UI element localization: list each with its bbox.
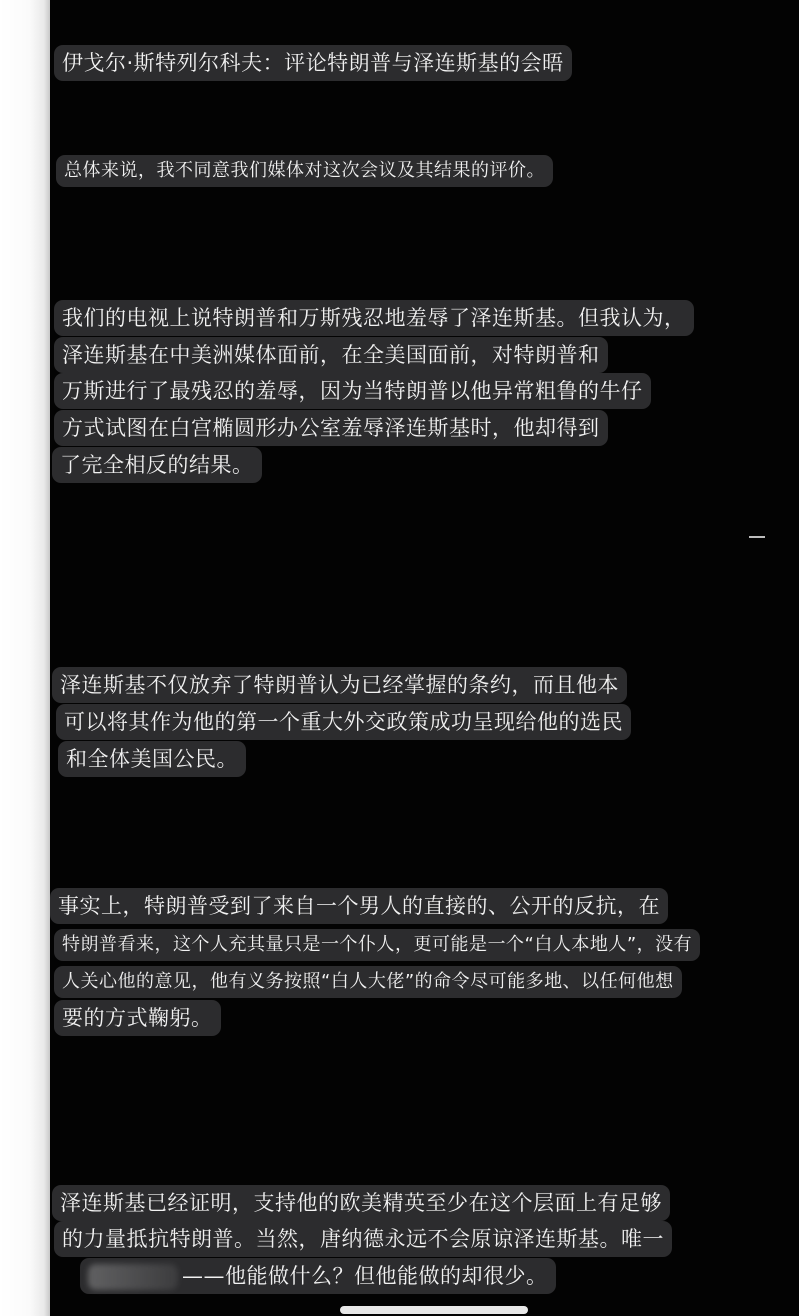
paragraph-5-line-2: 的力量抵抗特朗普。当然，唐纳德永远不会原谅泽连斯基。唯一 [54,1221,672,1257]
article-title: 伊戈尔·斯特列尔科夫：评论特朗普与泽连斯基的会晤 [54,45,572,81]
paragraph-4-line-3: 人关心他的意见，他有义务按照“白人大佬”的命令尽可能多地、以任何他想 [54,966,682,998]
paragraph-1: 总体来说，我不同意我们媒体对这次会议及其结果的评价。 [56,155,553,187]
paragraph-5-line-3 [80,1258,556,1294]
dash-mark [749,536,765,538]
paragraph-2-line-5: 了完全相反的结果。 [52,447,262,483]
dark-screen [50,0,799,1316]
paragraph-4-line-1: 事实上，特朗普受到了来自一个男人的直接的、公开的反抗，在 [50,888,668,924]
left-edge-strip [0,0,50,1316]
blurred-text [88,1264,178,1290]
paragraph-2-line-4: 方式试图在白宫椭圆形办公室羞辱泽连斯基时，他却得到 [54,410,608,446]
paragraph-2-line-2: 泽连斯基在中美洲媒体面前，在全美国面前，对特朗普和 [54,337,608,373]
paragraph-4-line-2: 特朗普看来，这个人充其量只是一个仆人，更可能是一个“白人本地人”，没有 [54,929,700,961]
paragraph-2-line-3: 万斯进行了最残忍的羞辱，因为当特朗普以他异常粗鲁的牛仔 [54,373,651,409]
paragraph-5-line-1: 泽连斯基已经证明，支持他的欧美精英至少在这个层面上有足够 [52,1185,670,1221]
paragraph-3-line-3: 和全体美国公民。 [58,741,246,777]
paragraph-2-line-1: 我们的电视上说特朗普和万斯残忍地羞辱了泽连斯基。但我认为， [54,300,694,336]
home-indicator[interactable] [340,1306,528,1314]
paragraph-5-line-3-text: ——他能做什么？但他能做的却很少。 [182,1264,548,1288]
paragraph-3-line-2: 可以将其作为他的第一个重大外交政策成功呈现给他的选民 [56,704,631,740]
paragraph-3-line-1: 泽连斯基不仅放弃了特朗普认为已经掌握的条约，而且他本 [52,667,627,703]
paragraph-4-line-4: 要的方式鞠躬。 [54,1000,221,1036]
